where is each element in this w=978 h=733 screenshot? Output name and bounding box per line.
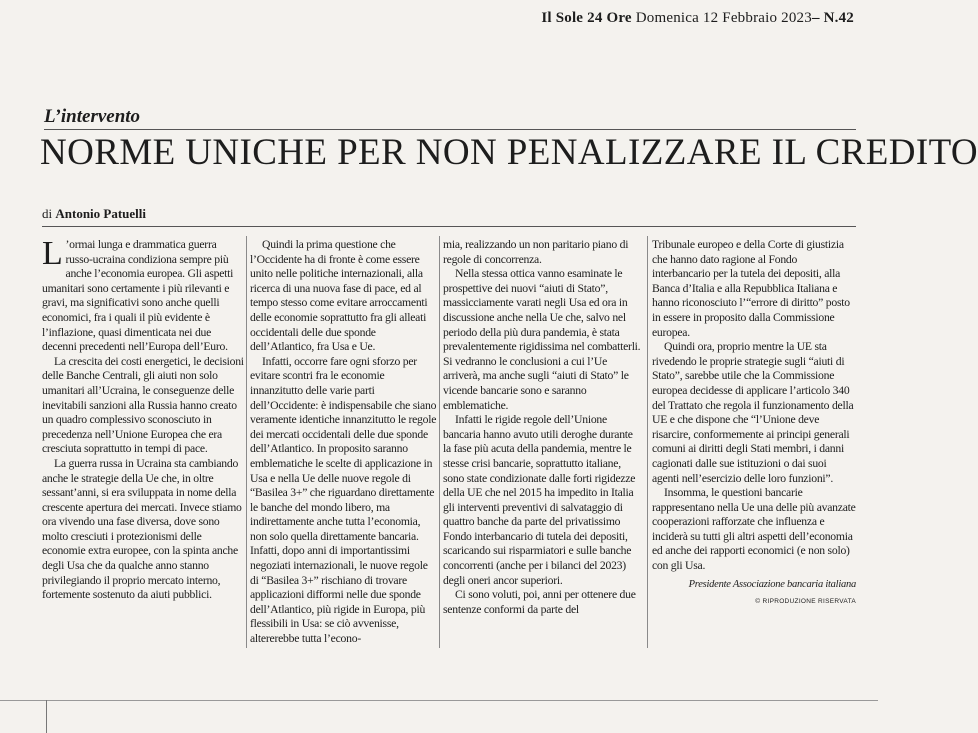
issue-date: Domenica 12 Febbraio 2023 bbox=[635, 10, 812, 26]
byline-prefix: di bbox=[42, 206, 53, 221]
author-name: Antonio Patuelli bbox=[55, 206, 147, 221]
paragraph: mia, realizzando un non paritario piano di regole di concorrenza. bbox=[443, 238, 629, 266]
headline: NORME UNICHE PER NON PENALIZZARE IL CREDITO bbox=[40, 132, 978, 173]
column-divider bbox=[439, 236, 440, 648]
article-column-2 bbox=[250, 238, 437, 647]
masthead bbox=[541, 10, 854, 27]
section-kicker: L’intervento bbox=[44, 106, 141, 127]
paragraph: Infatti le rigide regole dell’Unione bancaria hanno avuto utili deroghe durante la fase più acuta della pandemia, mentre le stesse crisi bancarie, soprattutto italiane, sono state condizionate dalle forti rigidezze della UE che nel 2015 ha impedito in Italia gli interventi preventivi di salvataggio di quattro banche da parte del privatissimo Fondo interbancario di tutela dei depositi, scaricando sui risparmiatori e sulle banche concorrenti (anche per i bilanci del 2023) degli oneri ancor superiori. bbox=[443, 413, 636, 587]
copyright-notice: © RIPRODUZIONE RISERVATA bbox=[755, 598, 856, 606]
kicker-rule bbox=[44, 129, 856, 130]
paragraph: Nella stessa ottica vanno esaminate le prospettive dei nuovi “aiuti di Stato”, massicciamente varati negli Usa ed ora in discussione anche nella Ue che, salvo nel periodo della più dura pandemia, è stata prevalentemente rigidissima nel combatterli. Si vedranno le conclusioni a cui l’Ue arriverà, ma anche sugli “aiuti di Stato” le vicende bancarie sono e saranno emblematiche. bbox=[443, 267, 641, 412]
author-title: Presidente Associazione bancaria italiana bbox=[688, 578, 856, 590]
paragraph: Quindi la prima questione che l’Occidente ha di fronte è come essere unito nelle politiche internazionali, alla ricerca di una nuova fase di pace, ed al tempo stesso come evitare arroccamenti delle economie soprattutto fra gli alleati occidentali delle due sponde dell’Atlantico, fra Usa e Ue. bbox=[250, 238, 428, 354]
article-column-1 bbox=[42, 235, 245, 603]
paragraph: Tribunale europeo e della Corte di giustizia che hanno dato ragione al Fondo interbancario per la tutela dei depositi, alla Banca d’Italia e alla Repubblica Italiana e hanno riconosciuto l’“errore di diritto” posto in essere in proposito dalla Commissione europea. bbox=[652, 238, 850, 339]
crop-mark bbox=[46, 700, 47, 733]
paragraph: L ’ormai lunga e drammatica guerra russo-ucraina condiziona sempre più anche l’economia europea. Gli aspetti umanitari sono certamente i più rilevanti e gravi, ma significativi sono anche quelli economici, fra i quali il più evidente è l’inflazione, quasi dimenticata nei due decenni precedenti nell’Europa dell’Euro. bbox=[42, 235, 234, 354]
article-column-3 bbox=[443, 238, 643, 617]
paragraph: Insomma, le questioni bancarie rappresentano nella Ue una delle più avanzate cooperazioni rafforzate che influenza e inciderà su tutti gli altri aspetti dell’economia ed anche dei rapporti economici (e non solo) con gli Usa. bbox=[652, 486, 856, 573]
byline-rule bbox=[42, 226, 856, 227]
paragraph: Ci sono voluti, poi, anni per ottenere due sentenze conformi da parte del bbox=[443, 588, 636, 616]
page-edge-line bbox=[0, 700, 878, 701]
column-divider bbox=[246, 236, 247, 648]
column-divider bbox=[647, 236, 648, 648]
paragraph: La guerra russa in Ucraina sta cambiando anche le strategie della Ue che, in oltre sessant’anni, si era sviluppata in nome della crescente apertura dei mercati. Invece stiamo ora vivendo una fase diversa, dove sono molto cresciuti i protezionismi delle economie extra europee, con la spinta anche degli Usa che da qualche anno stanno privilegiando il proprio mercato interno, fortemente sostenuto da aiuti pubblici. bbox=[42, 456, 242, 602]
article-column-4 bbox=[652, 238, 856, 610]
paragraph: Quindi ora, proprio mentre la UE sta rivedendo le proprie strategie sugli “aiuti di Stato”, sarebbe utile che la Commissione europea decidesse di applicare l’articolo 340 del Trattato che regola il funzionamento della UE e che dispone che “l’Unione deve risarcire, conformemente ai principi generali comuni ai diritti degli Stati membri, i danni cagionati dalle sue istituzioni o dai suoi agenti nell’esercizio delle loro funzioni”. bbox=[652, 340, 854, 485]
paragraph: Infatti, occorre fare ogni sforzo per evitare scontri fra le economie innanzitutto delle varie parti dell’Occidente: è indispensabile che siano veramente identiche innanzitutto le regole dei mercati occidentali delle due sponde dell’Atlantico. In proposito saranno emblematiche le scelte di applicazione in Usa e nella Ue delle nuove regole di “Basilea 3+” che riguardano direttamente le banche del mondo libero, ma indirettamente anche tutta l’economia, non solo quella direttamente bancaria. Infatti, dopo anni di importantissimi negoziati internazionali, le nuove regole di “Basilea 3+” rischiano di trovare applicazioni difformi nelle due sponde dell’Atlantico, più rigide in Europa, più flessibili in Usa: se ciò avvenisse, altererebbe tutta l’econo- bbox=[250, 354, 437, 646]
byline bbox=[42, 206, 146, 222]
issue-number: – N.42 bbox=[811, 10, 854, 26]
newspaper-name: Il Sole 24 Ore bbox=[541, 10, 632, 26]
drop-cap: L bbox=[42, 235, 63, 272]
paragraph: La crescita dei costi energetici, le decisioni delle Banche Centrali, gli aiuti non solo umanitari all’Ucraina, le conseguenze delle inevitabili sanzioni alla Russia hanno creato un quadro complessivo sconosciuto in precedenza nell’Unione Europea che era cresciuta soprattutto in tempi di pace. bbox=[42, 354, 244, 456]
